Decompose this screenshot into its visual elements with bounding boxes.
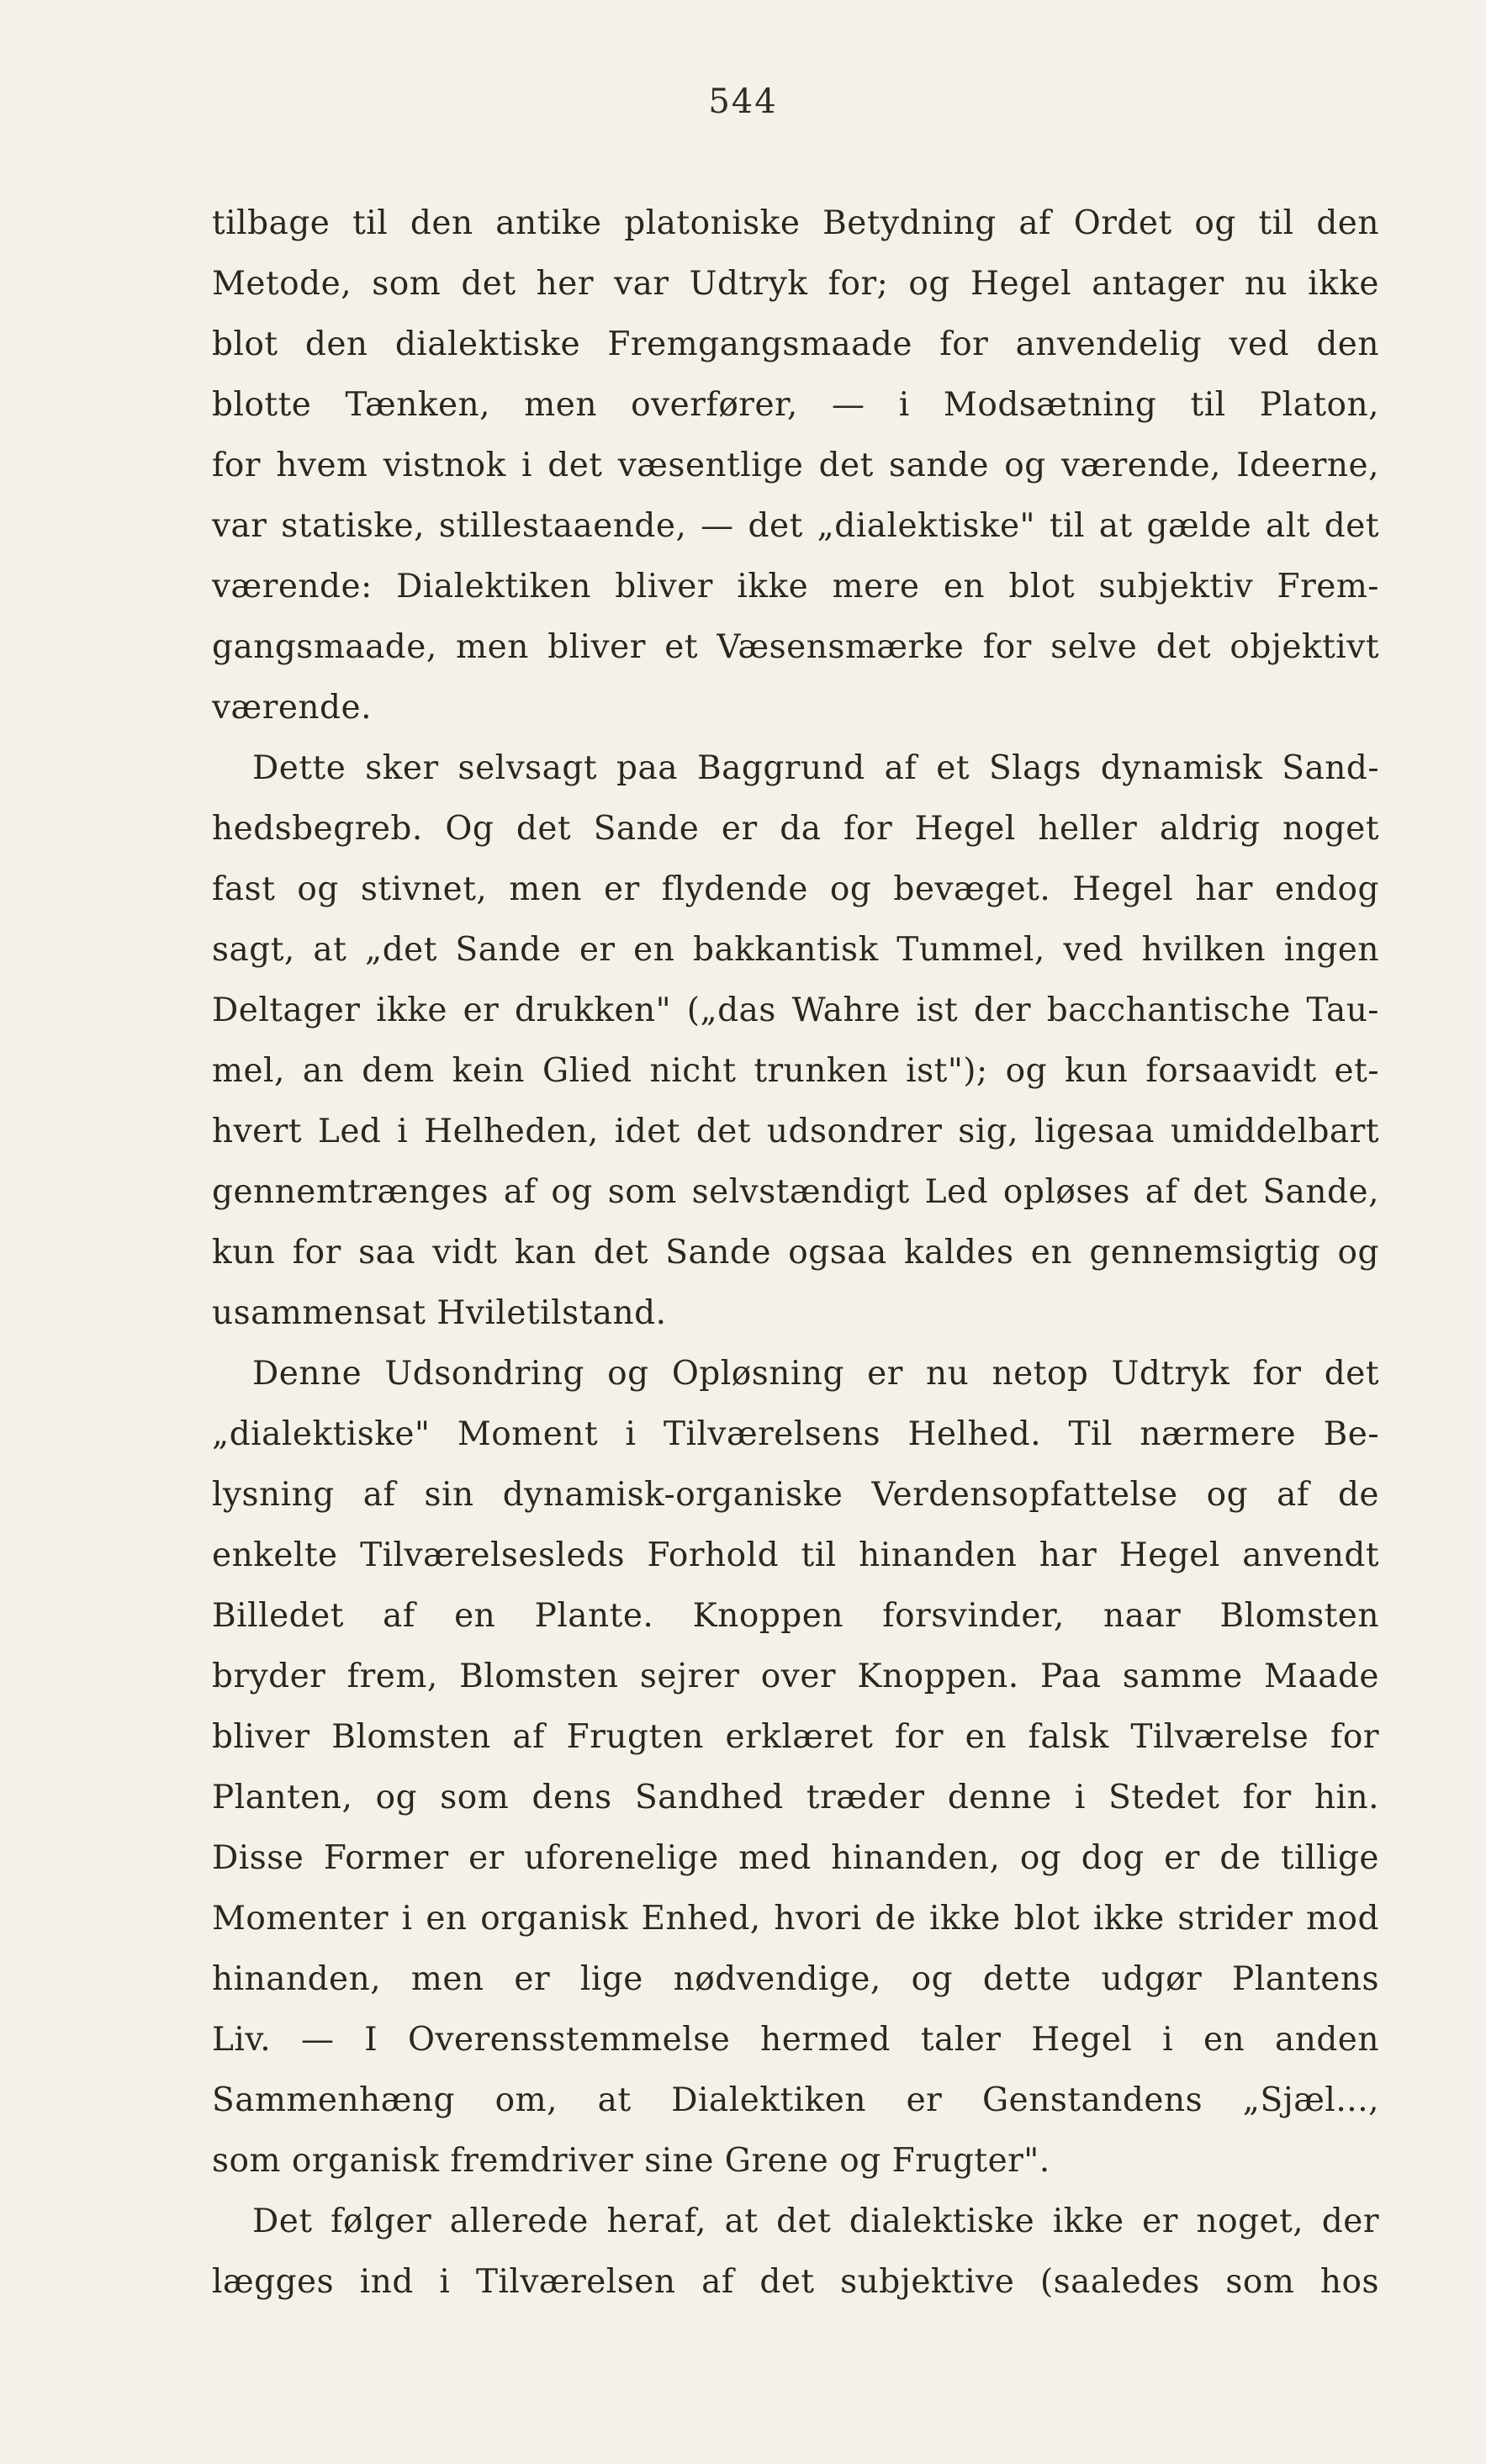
text-line: sagt, at „det Sande er en bakkantisk Tummel, ved hvilken ingen xyxy=(212,931,1379,969)
text-line: som organisk fremdriver sine Grene og Frugter". xyxy=(212,2142,1050,2180)
text-line: blot den dialektiske Fremgangsmaade for anvendelig ved den xyxy=(212,325,1379,363)
text-line: bryder frem, Blomsten sejrer over Knoppen. Paa samme Maade xyxy=(212,1658,1379,1695)
text-line: Denne Udsondring og Opløsning er nu netop Udtryk for det xyxy=(252,1355,1379,1393)
text-line: Metode, som det her var Udtryk for; og Hegel antager nu ikke xyxy=(212,265,1379,303)
text-line: „dialektiske" Moment i Tilværelsens Helhed. Til nærmere Be- xyxy=(212,1415,1379,1453)
text-line: var statiske, stillestaaende, — det „dialektiske" til at gælde alt det xyxy=(212,507,1379,545)
text-line: Liv. — I Overensstemmelse hermed taler Hegel i en anden xyxy=(212,2021,1379,2059)
text-line: usammensat Hviletilstand. xyxy=(212,1294,667,1332)
text-line: kun for saa vidt kan det Sande ogsaa kaldes en gennemsigtig og xyxy=(212,1234,1379,1272)
text-line: hvert Led i Helheden, idet det udsondrer sig, ligesaa umiddelbart xyxy=(212,1113,1379,1150)
text-line: Dette sker selvsagt paa Baggrund af et Slags dynamisk Sand- xyxy=(252,749,1379,787)
text-line: lægges ind i Tilværelsen af det subjektive (saaledes som hos xyxy=(212,2263,1379,2301)
text-line: Billedet af en Plante. Knoppen forsvinder, naar Blomsten xyxy=(212,1597,1379,1635)
text-line: gennemtrænges af og som selvstændigt Led opløses af det Sande, xyxy=(212,1173,1379,1211)
text-line: Planten, og som dens Sandhed træder denne i Stedet for hin. xyxy=(212,1779,1379,1816)
body-text xyxy=(212,193,1379,2313)
text-line: fast og stivnet, men er flydende og bevæget. Hegel har endog xyxy=(212,870,1379,908)
text-line: værende. xyxy=(212,689,372,727)
text-line: Sammenhæng om, at Dialektiken er Genstandens „Sjæl..., xyxy=(212,2081,1379,2119)
text-line: hinanden, men er lige nødvendige, og dette udgør Plantens xyxy=(212,1960,1379,1998)
text-line: bliver Blomsten af Frugten erklæret for en falsk Tilværelse for xyxy=(212,1718,1379,1756)
text-line: Det følger allerede heraf, at det dialektiske ikke er noget, der xyxy=(252,2202,1379,2240)
text-line: mel, an dem kein Glied nicht trunken ist"); og kun forsaavidt et- xyxy=(212,1052,1379,1090)
text-line: Momenter i en organisk Enhed, hvori de ikke blot ikke strider mod xyxy=(212,1900,1379,1938)
text-line: hedsbegreb. Og det Sande er da for Hegel heller aldrig noget xyxy=(212,810,1379,848)
text-line: enkelte Tilværelsesleds Forhold til hinanden har Hegel anvendt xyxy=(212,1536,1379,1574)
text-line: værende: Dialektiken bliver ikke mere en blot subjektiv Frem- xyxy=(212,568,1379,605)
text-line: tilbage til den antike platoniske Betydning af Ordet og til den xyxy=(212,204,1379,242)
text-line: for hvem vistnok i det væsentlige det sande og værende, Ideerne, xyxy=(212,447,1379,484)
text-line: blotte Tænken, men overfører, — i Modsætning til Platon, xyxy=(212,386,1379,424)
text-line: lysning af sin dynamisk-organiske Verdensopfattelse og af de xyxy=(212,1476,1379,1514)
page-number: 544 xyxy=(708,82,778,121)
text-line: Deltager ikke er drukken" („das Wahre ist der bacchantische Tau- xyxy=(212,991,1379,1029)
text-line: gangsmaade, men bliver et Væsensmærke for selve det objektivt xyxy=(212,628,1379,666)
text-line: Disse Former er uforenelige med hinanden, og dog er de tillige xyxy=(212,1839,1379,1877)
